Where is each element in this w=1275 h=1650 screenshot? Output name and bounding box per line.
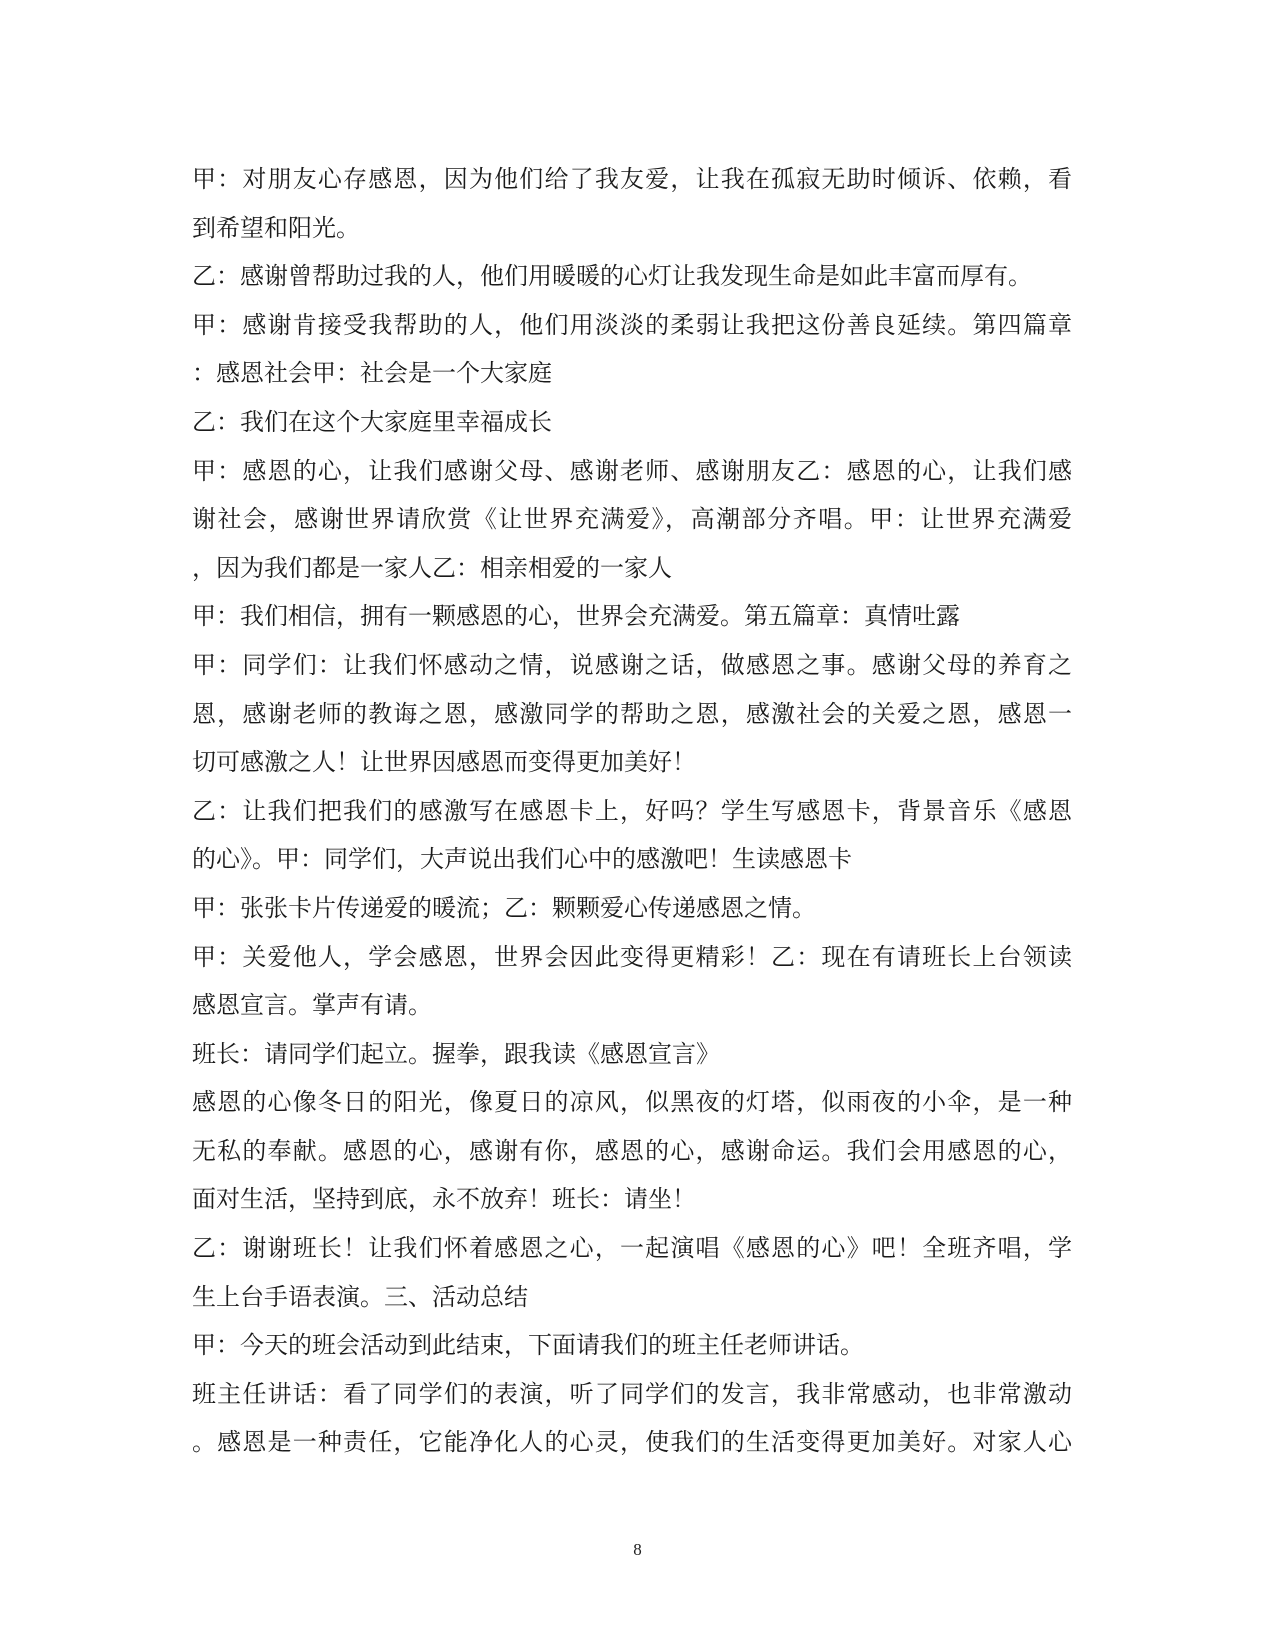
text-line: 甲：感谢肯接受我帮助的人，他们用淡淡的柔弱让我把这份善良延续。第四篇章 (192, 310, 1072, 339)
text-line: 到希望和阳光。 (192, 213, 360, 242)
text-line: 甲：我们相信，拥有一颗感恩的心，世界会充满爱。第五篇章：真情吐露 (192, 602, 960, 631)
text-line: 感恩宣言。掌声有请。 (192, 991, 432, 1020)
text-line: 无私的奉献。感恩的心，感谢有你，感恩的心，感谢命运。我们会用感恩的心， (192, 1136, 1072, 1165)
text-line: 谢社会，感谢世界请欣赏《让世界充满爱》，高潮部分齐唱。甲：让世界充满爱 (192, 505, 1072, 534)
text-line: 生上台手语表演。三、活动总结 (192, 1282, 528, 1311)
text-line: 乙：谢谢班长！让我们怀着感恩之心，一起演唱《感恩的心》吧！全班齐唱，学 (192, 1234, 1072, 1263)
text-line: 面对生活，坚持到底，永不放弃！班长：请坐！ (192, 1185, 696, 1214)
text-line: 甲：张张卡片传递爱的暖流；乙：颗颗爱心传递感恩之情。 (192, 893, 816, 922)
text-line: 甲：今天的班会活动到此结束，下面请我们的班主任老师讲话。 (192, 1331, 864, 1360)
text-line: ，因为我们都是一家人乙：相亲相爱的一家人 (192, 553, 672, 582)
text-line: 的心》。甲：同学们，大声说出我们心中的感激吧！生读感恩卡 (192, 845, 852, 874)
text-line: 恩，感谢老师的教诲之恩，感激同学的帮助之恩，感激社会的关爱之恩，感恩一 (192, 699, 1072, 728)
text-line: 班长：请同学们起立。握拳，跟我读《感恩宣言》 (192, 1039, 720, 1068)
text-line: 。感恩是一种责任，它能净化人的心灵，使我们的生活变得更加美好。对家人心 (192, 1428, 1072, 1457)
text-line: 甲：同学们：让我们怀感动之情，说感谢之话，做感恩之事。感谢父母的养育之 (192, 650, 1072, 679)
text-line: 切可感激之人！让世界因感恩而变得更加美好！ (192, 748, 696, 777)
text-line: 班主任讲话：看了同学们的表演，听了同学们的发言，我非常感动，也非常激动 (192, 1379, 1072, 1408)
text-line: 乙：我们在这个大家庭里幸福成长 (192, 407, 552, 436)
text-line: 感恩的心像冬日的阳光，像夏日的凉风，似黑夜的灯塔，似雨夜的小伞，是一种 (192, 1088, 1072, 1117)
text-line: 乙：让我们把我们的感激写在感恩卡上，好吗？学生写感恩卡，背景音乐《感恩 (192, 796, 1072, 825)
text-line: ：感恩社会甲：社会是一个大家庭 (192, 359, 552, 388)
text-line: 甲：感恩的心，让我们感谢父母、感谢老师、感谢朋友乙：感恩的心，让我们感 (192, 456, 1072, 485)
text-line: 乙：感谢曾帮助过我的人，他们用暖暖的心灯让我发现生命是如此丰富而厚有。 (192, 262, 1032, 291)
page-number: 8 (633, 1540, 642, 1559)
text-line: 甲：对朋友心存感恩，因为他们给了我友爱，让我在孤寂无助时倾诉、依赖，看 (192, 165, 1072, 193)
body-text (192, 155, 1072, 1467)
text-line: 甲：关爱他人，学会感恩，世界会因此变得更精彩！乙：现在有请班长上台领读 (192, 942, 1072, 971)
